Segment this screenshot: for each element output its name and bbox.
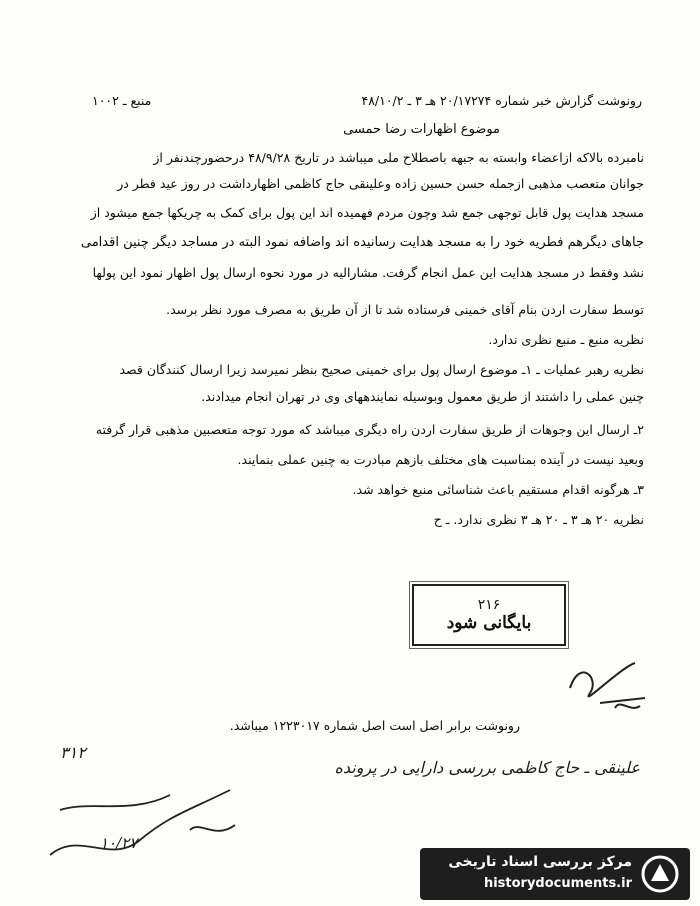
- signature-scribble: [560, 648, 650, 718]
- source-opinion: نظریه منبع ـ منبع نظری ندارد.: [488, 332, 644, 347]
- body-line: نشد وفقط در مسجد هدایت این عمل انجام گرفت. مشارالیه در مورد نحوه ارسال پول اظهار نمود این پولها: [92, 265, 644, 280]
- handwritten-note: علینقی ـ حاج کاظمی بررسی دارایی در پرونده: [334, 758, 640, 777]
- handwritten-date: ۱۰/۲۷: [100, 834, 138, 852]
- body-line: جاهای دیگرهم فطریه خود را به مسجد هدایت رسانیده اند واضافه نمود البته در مساجد دیگر چنین اقدامی: [80, 235, 644, 250]
- archive-stamp: [412, 584, 566, 646]
- certification-line: رونوشت برابر اصل است اصل شماره ۱۲۲۳۰۱۷ میباشد.: [229, 718, 520, 733]
- report-title: رونوشت گزارش خبر شماره ۲۰/۱۷۲۷۴ هـ ۳ ـ ۴۸/۱۰/۲: [361, 93, 642, 108]
- archive-logo: [420, 848, 690, 900]
- stamp-number: ۲۱۶: [477, 597, 501, 613]
- archive-site: historydocuments.ir: [483, 876, 632, 891]
- body-line: جوانان متعصب مذهبی ازجمله حسن حسین زاده وعلینقی حاج کاظمی اظهارداشت در روز عید فطر در: [117, 176, 644, 191]
- ops-line: وبعید نیست در آینده بمناسبت های مختلف بازهم مبادرت به چنین عملی بنمایند.: [237, 452, 644, 467]
- ops-line: نظریه رهبر عملیات ـ ۱ـ موضوع ارسال پول برای خمینی صحیح بنظر نمیرسد زیرا ارسال کنندگان قصد: [119, 362, 644, 377]
- report-source: منبع ـ ۱۰۰۲: [92, 93, 152, 108]
- subject-line: موضوع اظهارات رضا حمسی: [343, 122, 500, 137]
- handwritten-number: ۳۱۲: [60, 743, 86, 762]
- body-line: نامبرده بالاکه ازاعضاء وابسته به جبهه باصطلاح ملی میباشد در تاریخ ۴۸/۹/۲۸ درحضورچندنفر از: [153, 150, 644, 165]
- handwritten-scribble: [40, 770, 250, 870]
- ops-line: چنین عملی را داشتند از طریق معمول وبوسیله نمایندههای وی در تهران انجام میدادند.: [201, 389, 644, 404]
- ops-line: ۳ـ هرگونه اقدام مستقیم باعث شناسائی منبع خواهد شد.: [352, 482, 644, 497]
- body-line: توسط سفارت اردن بنام آقای خمینی فرستاده شد تا از آن طریق به مصرف مورد نظر برسد.: [166, 302, 644, 317]
- archive-logo-icon: [640, 854, 680, 894]
- body-line: مسجد هدایت پول قابل توجهی جمع شد وچون مردم فهمیده اند این پول برای کمک به چریکها جمع میشود از: [90, 205, 644, 220]
- ops-line: ۲ـ ارسال این وجوهات از طریق سفارت اردن راه دیگری میباشد که مورد توجه متعصبین مذهبی قرار گرفته: [95, 422, 644, 437]
- final-opinion: نظریه ۲۰ هـ ۳ ـ ۲۰ هـ ۳ نظری ندارد. ـ ح: [433, 512, 644, 527]
- archive-name: مرکز بررسی اسناد تاریخی: [448, 854, 632, 870]
- stamp-text: بایگانی شود: [446, 613, 532, 633]
